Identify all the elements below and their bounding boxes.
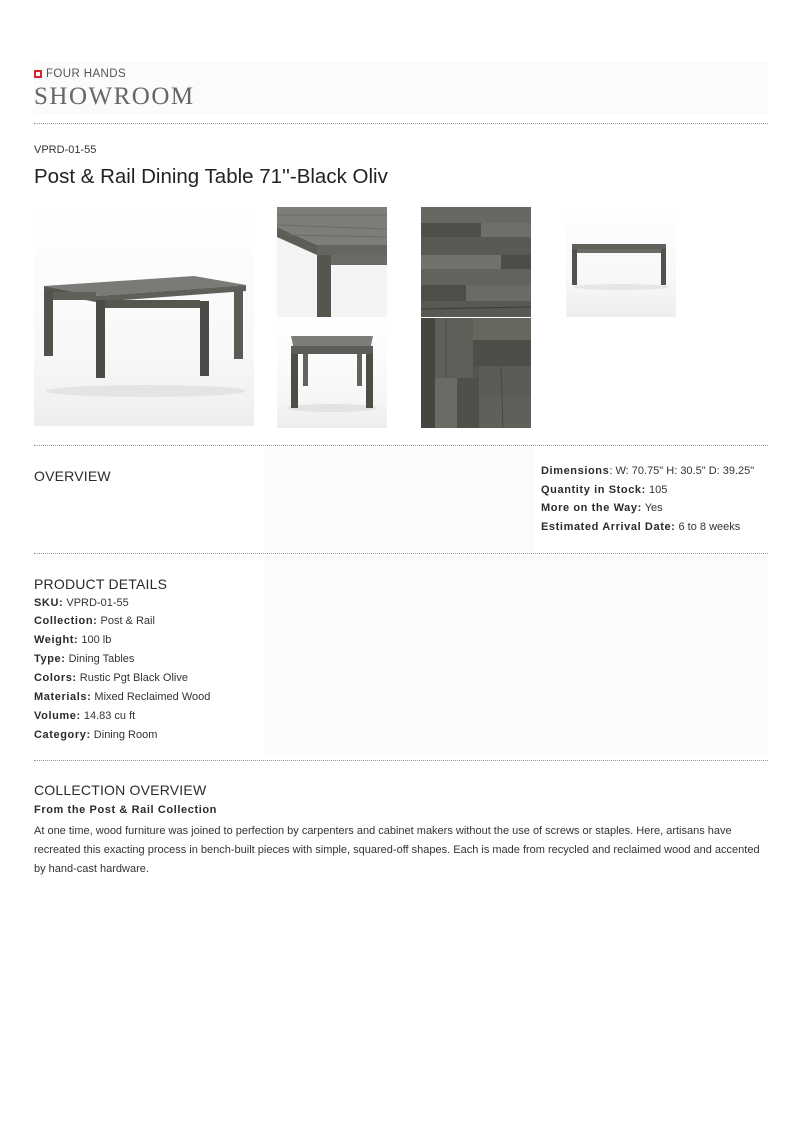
product-details-heading: PRODUCT DETAILS	[34, 576, 168, 592]
product-sku: VPRD-01-55	[34, 144, 97, 156]
divider	[34, 123, 768, 124]
spec-value: 6 to 8 weeks	[675, 521, 741, 533]
detail-value: Mixed Reclaimed Wood	[91, 691, 211, 703]
detail-category	[34, 729, 157, 741]
detail-sku	[34, 597, 129, 609]
detail-weight	[34, 634, 111, 646]
brand-logo	[34, 68, 126, 80]
detail-label: Category:	[34, 729, 91, 741]
spec-label: Quantity in Stock:	[541, 484, 646, 496]
table-front-photo-small	[566, 207, 676, 317]
divider	[34, 445, 768, 446]
detail-label: Type:	[34, 653, 66, 665]
divider	[34, 553, 768, 554]
detail-value: Post & Rail	[97, 615, 155, 627]
overview-panel-bg	[264, 447, 534, 552]
overview-heading: OVERVIEW	[34, 468, 111, 484]
detail-value: Dining Room	[90, 729, 158, 741]
detail-value: 14.83 cu ft	[80, 710, 136, 722]
table-main-photo	[34, 206, 254, 426]
spec-estimated-arrival	[541, 521, 740, 533]
detail-value: Rustic Pgt Black Olive	[76, 672, 188, 684]
spec-separator: :	[609, 465, 613, 477]
detail-label: Weight:	[34, 634, 79, 646]
detail-type	[34, 653, 134, 665]
spec-value: 105	[645, 484, 668, 496]
spec-label: More on the Way:	[541, 502, 642, 514]
detail-label: Volume:	[34, 710, 81, 722]
detail-value: VPRD-01-55	[63, 597, 129, 609]
collection-description: At one time, wood furniture was joined to perfection by carpenters and cabinet makers without the use of screws or staples. Here, artisans have recreated this exacting process in bench-built pieces with simple, squared-off shapes. Each is made from recycled and reclaimed wood and accented by hand-cast hardware.	[34, 825, 760, 875]
wood-grain-photo-top	[421, 207, 531, 317]
spec-dimensions	[541, 465, 754, 477]
spec-value: W: 70.75" H: 30.5" D: 39.25"	[612, 465, 755, 477]
spec-value: Yes	[641, 502, 663, 514]
details-panel-bg	[264, 555, 768, 755]
collection-subheading: From the Post & Rail Collection	[34, 804, 218, 816]
product-title: Post & Rail Dining Table 71''-Black Oliv	[34, 165, 388, 188]
spec-label: Dimensions	[541, 465, 610, 477]
detail-label: SKU:	[34, 597, 64, 609]
detail-label: Materials:	[34, 691, 92, 703]
table-corner-photo	[277, 207, 387, 317]
collection-overview-heading: COLLECTION OVERVIEW	[34, 782, 207, 798]
detail-label: Colors:	[34, 672, 77, 684]
brand-square-icon	[34, 70, 42, 78]
wood-grain-photo-bottom	[421, 318, 531, 428]
detail-materials	[34, 691, 210, 703]
detail-label: Collection:	[34, 615, 98, 627]
spec-more-on-the-way	[541, 502, 663, 514]
spec-label: Estimated Arrival Date:	[541, 521, 676, 533]
spec-quantity-in-stock	[541, 484, 667, 496]
detail-collection	[34, 615, 155, 627]
detail-colors	[34, 672, 188, 684]
showroom-title: SHOWROOM	[34, 83, 195, 110]
detail-volume	[34, 710, 135, 722]
detail-value: 100 lb	[78, 634, 112, 646]
detail-value: Dining Tables	[65, 653, 135, 665]
table-end-photo	[277, 318, 387, 428]
divider	[34, 760, 768, 761]
brand-name: FOUR HANDS	[46, 68, 127, 80]
